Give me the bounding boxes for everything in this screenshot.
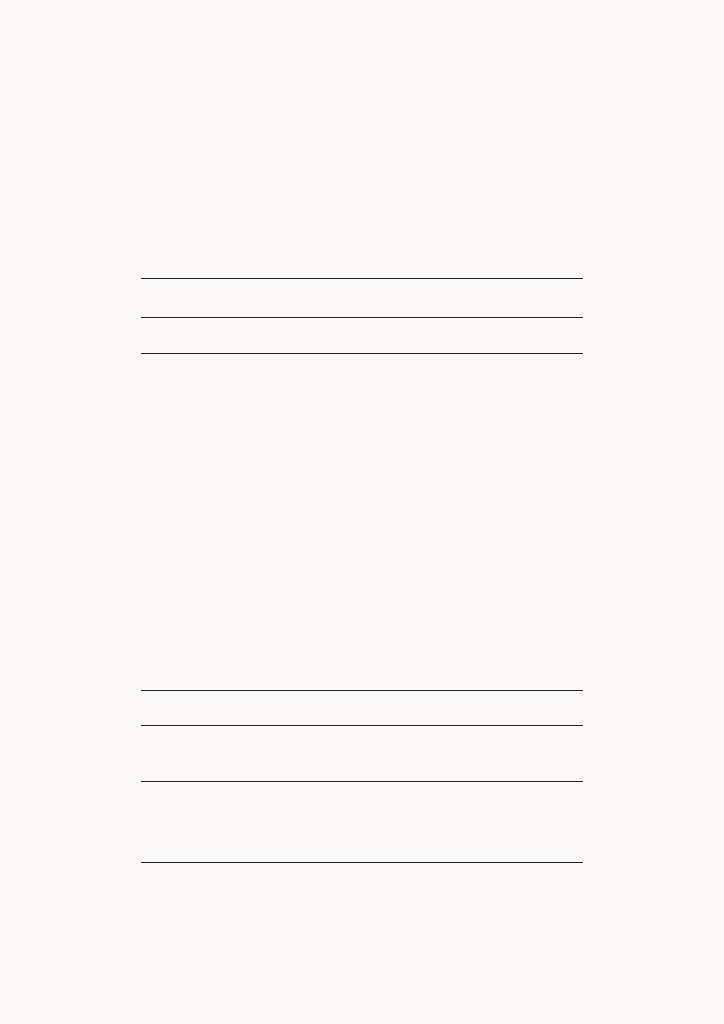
program-item <box>0 289 724 311</box>
divider <box>141 690 583 691</box>
program-item <box>0 532 724 554</box>
program-item <box>0 698 724 720</box>
divider <box>141 862 583 863</box>
divider <box>141 278 583 279</box>
program-item <box>0 419 724 441</box>
program-section-heading <box>0 367 724 389</box>
program-item <box>0 600 724 622</box>
divider <box>141 725 583 726</box>
program-item <box>0 510 724 532</box>
program-item <box>0 813 724 835</box>
program-item <box>0 487 724 509</box>
divider <box>141 353 583 354</box>
program-item <box>0 464 724 486</box>
program-item <box>0 741 724 763</box>
divider <box>141 781 583 782</box>
program-item <box>0 836 724 858</box>
divider <box>141 317 583 318</box>
program-item <box>0 555 724 577</box>
program-item <box>0 396 724 418</box>
program-item <box>0 869 724 891</box>
program-item <box>0 325 724 347</box>
program-item <box>0 578 724 600</box>
program-item <box>0 623 724 645</box>
program-item <box>0 646 724 668</box>
program-item <box>0 790 724 812</box>
program-item <box>0 441 724 463</box>
